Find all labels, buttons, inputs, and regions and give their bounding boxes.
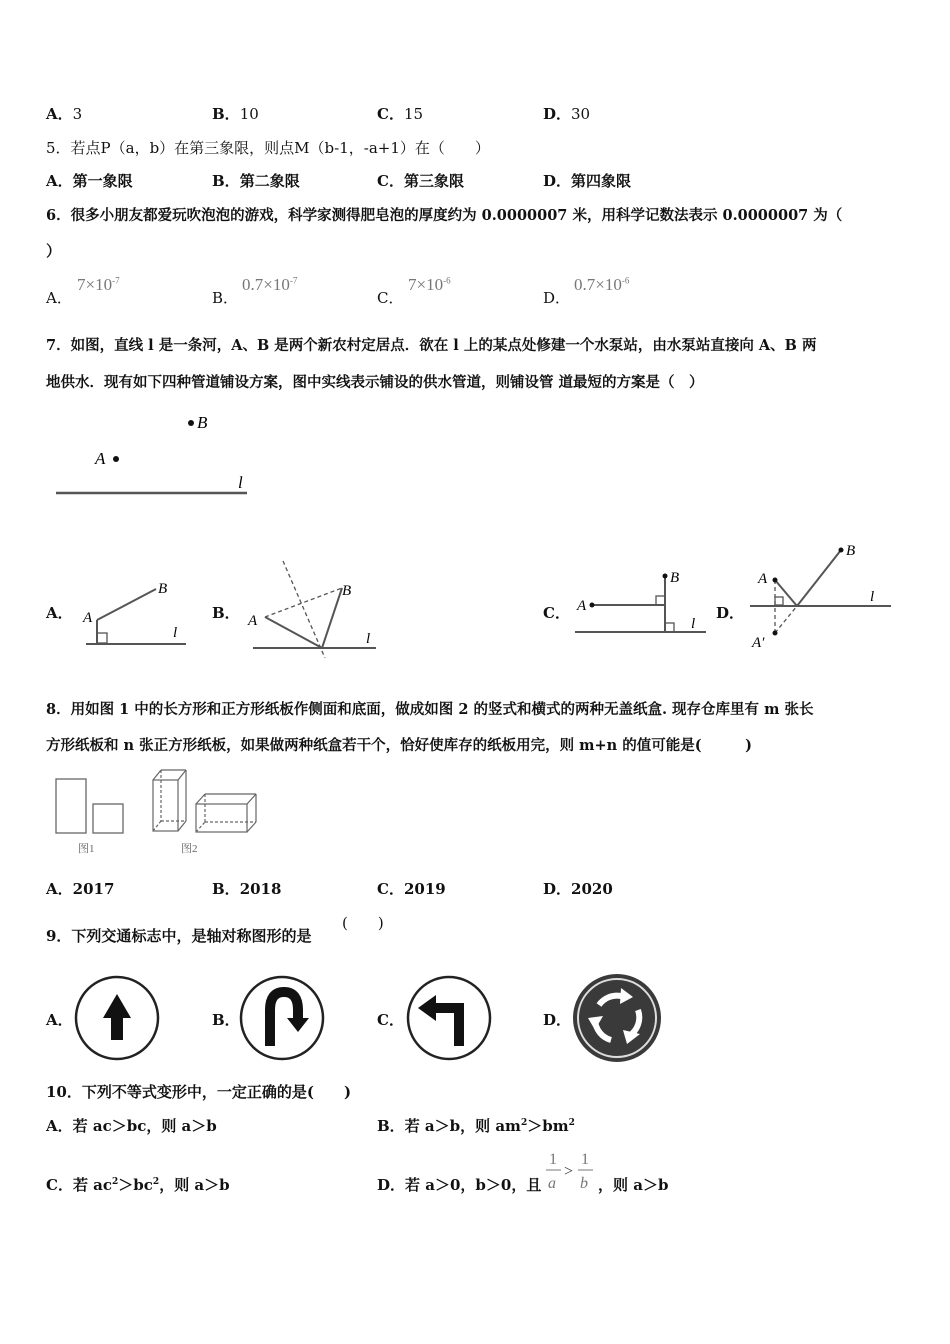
label-l: l	[366, 631, 371, 647]
q7-option-a-letter: A．	[46, 604, 73, 622]
q9-option-a-letter: A．	[46, 1011, 73, 1029]
q9-option-d-letter: D．	[543, 1011, 572, 1029]
q7-main-figure	[50, 405, 260, 500]
q4-option-a: A．3	[46, 105, 83, 123]
q10-option-d-text: D．若 a＞0，b＞0，且	[377, 1176, 542, 1194]
q7-option-c-letter: C．	[543, 604, 570, 622]
q6-stem-line2: ）	[46, 242, 62, 260]
q9-option-c-letter: C．	[377, 1011, 404, 1029]
point-aprime	[773, 631, 778, 636]
label-l: l	[173, 625, 178, 641]
pipe-b	[797, 550, 841, 606]
q4-option-b: B．10	[212, 105, 259, 123]
label-a: A	[95, 449, 106, 468]
right-angle-mark	[775, 597, 783, 605]
fraction-2-numerator: 1	[581, 1151, 589, 1168]
dashed-perpendicular	[283, 561, 325, 658]
label-b: B	[158, 581, 168, 597]
q6-option-d-value: $0.7\times 10^{-6}$	[574, 275, 630, 294]
q6-option-c-value: $7\times 10^{-6}$	[408, 275, 451, 294]
q10-option-d-conclusion: ，则 a＞b	[598, 1176, 669, 1194]
q7-option-b-letter: B．	[212, 604, 240, 622]
point-a	[113, 456, 119, 462]
q5-option-b: B．第二象限	[212, 172, 300, 190]
q9-paren: ( )	[342, 914, 384, 932]
q5-option-d: D．第四象限	[543, 172, 632, 190]
right-angle-mark	[665, 623, 674, 632]
q5-stem: 5．若点P（a，b）在第三象限，则点M（b-1，-a+1）在（ ）	[46, 139, 490, 157]
q6-option-a-value: $7\times 10^{-7}$	[77, 275, 120, 294]
straight-arrow-sign	[73, 974, 161, 1062]
label-l: l	[238, 473, 243, 492]
q6-option-d-letter: D．	[543, 289, 571, 307]
q7-option-d-figure	[745, 535, 895, 653]
roundabout-sign	[571, 972, 663, 1064]
pipe-b	[322, 588, 342, 648]
q8-stem-line2: 方形纸板和 n 张正方形纸板，如果做两种纸盒若干个，恰好使库存的纸板用完，则 m+n 的值可能是( )	[46, 737, 752, 754]
q7-option-d-letter: D．	[716, 604, 745, 622]
q6-option-b-value: $0.7\times 10^{-7}$	[242, 275, 298, 294]
fraction-2-denominator: b	[580, 1175, 588, 1192]
q10-stem: 10．下列不等式变形中，一定正确的是( )	[46, 1083, 352, 1101]
rectangle-board	[56, 779, 86, 833]
q10-option-c: C．若 $ac^2>bc^2$，则 a＞b	[46, 1176, 230, 1194]
fig2-label: 图2	[181, 843, 198, 855]
label-aprime: A′	[752, 635, 765, 651]
q5-option-c: C．第三象限	[377, 172, 464, 190]
u-turn-sign	[238, 974, 326, 1062]
label-a: A	[758, 571, 768, 587]
label-b: B	[342, 583, 352, 599]
q7-stem-line2: 地供水．现有如下四种管道铺设方案，图中实线表示铺设的供水管道，则铺设管 道最短的方案是（ ）	[46, 374, 704, 391]
q8-figure	[50, 766, 265, 858]
q10-option-a: A．若 ac＞bc，则 a＞b	[46, 1117, 217, 1135]
q5-option-a: A．第一象限	[46, 172, 133, 190]
q6-option-c-letter: C．	[377, 289, 404, 307]
left-turn-sign	[404, 974, 494, 1062]
q9-option-b-letter: B．	[212, 1011, 240, 1029]
greater-than-sign: >	[564, 1163, 574, 1180]
fraction-1-numerator: 1	[549, 1151, 557, 1168]
q6-option-b-letter: B．	[212, 289, 239, 307]
q9-stem: 9．下列交通标志中，是轴对称图形的是	[46, 927, 312, 945]
right-angle-mark	[97, 633, 107, 643]
point-b	[839, 548, 844, 553]
dashed-ab	[265, 588, 342, 617]
point-b	[188, 420, 194, 426]
q8-stem-line1: 8．用如图 1 中的长方形和正方形纸板作侧面和底面，做成如图 2 的竖式和横式的两种无盖纸盒. 现存仓库里有 m 张长	[46, 701, 814, 718]
q8-option-b: B．2018	[212, 880, 282, 898]
label-b: B	[197, 413, 208, 432]
pipe-a	[775, 580, 797, 606]
q8-option-a: A．2017	[46, 880, 115, 898]
q7-option-c-figure	[572, 562, 712, 642]
q10-fraction-inequality	[543, 1146, 599, 1198]
q10-option-b: B．若 a＞b，则 $am^2>bm^2$	[377, 1117, 575, 1135]
q7-stem-line1: 7．如图，直线 l 是一条河，A、B 是两个新农村定居点．欲在 l 上的某点处修建一个水泵站，由水泵站直接向 A、B 两	[46, 337, 817, 354]
pipe-ab	[97, 589, 156, 620]
dashed-aprime	[775, 606, 797, 633]
q4-option-c: C．15	[377, 105, 424, 123]
point-a	[590, 603, 595, 608]
q6-stem-line1: 6．很多小朋友都爱玩吹泡泡的游戏，科学家测得肥皂泡的厚度约为 0.0000007 米，用科学记数法表示 0.0000007 为（	[46, 207, 843, 224]
q8-option-c: C．2019	[377, 880, 446, 898]
label-a: A	[248, 613, 258, 629]
horizontal-box	[196, 794, 256, 832]
square-board	[93, 804, 123, 833]
point-a	[773, 578, 778, 583]
point-b	[663, 574, 668, 579]
fig1-label: 图1	[78, 843, 95, 855]
q6-option-a-letter: A．	[46, 289, 72, 307]
vertical-box	[153, 770, 186, 831]
fraction-1-denominator: a	[548, 1175, 556, 1192]
right-angle-mark	[656, 596, 665, 605]
label-b: B	[670, 570, 680, 586]
q8-option-d: D．2020	[543, 880, 613, 898]
label-l: l	[870, 589, 875, 605]
q7-option-a-figure	[78, 575, 193, 650]
label-a: A	[577, 598, 587, 614]
label-b: B	[846, 543, 856, 559]
label-a: A	[83, 610, 93, 626]
q7-option-b-figure	[243, 555, 383, 660]
label-l: l	[691, 616, 696, 632]
q4-option-d: D．30	[543, 105, 591, 123]
